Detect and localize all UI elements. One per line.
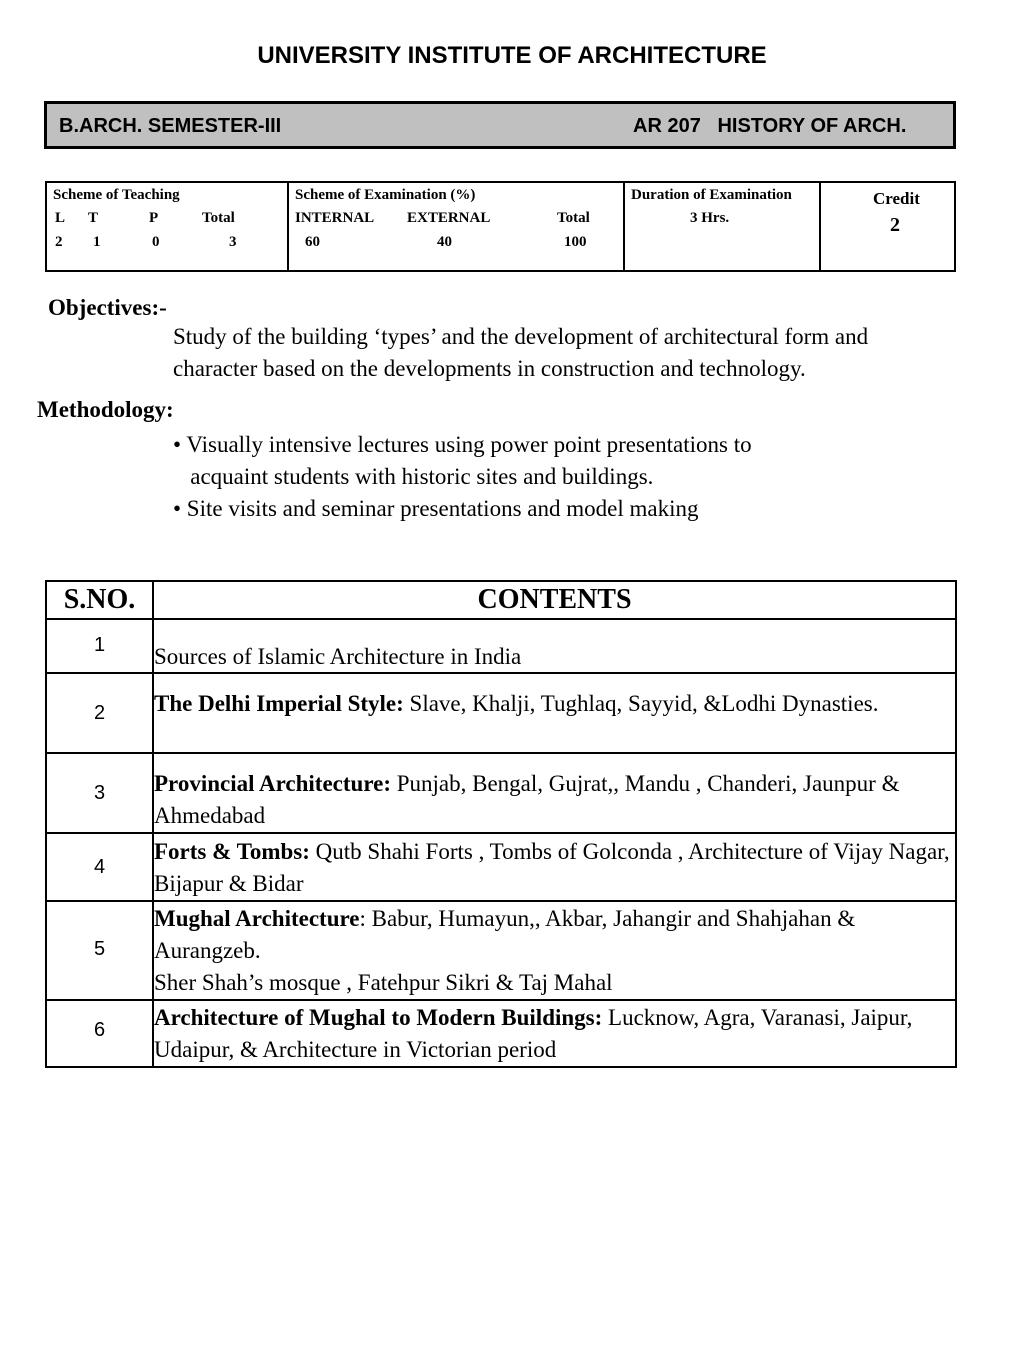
exam-heading: Scheme of Examination (%) bbox=[295, 187, 476, 203]
scheme-divider bbox=[623, 183, 625, 270]
exam-value-total: 100 bbox=[564, 234, 587, 250]
row-contents bbox=[153, 901, 956, 1000]
row-topic: Provincial Architecture: bbox=[154, 771, 391, 796]
objectives-line: Study of the building ‘types’ and the development of architectural form and bbox=[173, 324, 869, 349]
row-sno: 4 bbox=[46, 833, 153, 901]
methodology-line: • Site visits and seminar presentations and model making bbox=[173, 496, 699, 521]
table-row bbox=[46, 901, 956, 1000]
row-topic: Mughal Architecture bbox=[154, 906, 360, 931]
row-detail: : Babur, Humayun,, Akbar, Jahangir and Shahjahan & Aurangzeb. bbox=[154, 906, 856, 963]
table-row bbox=[46, 619, 956, 673]
row-contents bbox=[153, 673, 956, 753]
contents-table bbox=[45, 580, 957, 1068]
objectives-heading: Objectives:- bbox=[48, 295, 167, 320]
row-detail: Qutb Shahi Forts , Tombs of Golconda , Architecture of Vijay Nagar, Bijapur & Bidar bbox=[154, 839, 950, 896]
exam-label-internal: INTERNAL bbox=[295, 210, 375, 226]
row-detail-extra: Sher Shah’s mosque , Fatehpur Sikri & Taj Mahal bbox=[154, 970, 613, 995]
row-topic: The Delhi Imperial Style: bbox=[154, 691, 404, 716]
row-sno: 2 bbox=[46, 673, 153, 753]
teaching-value-l: 2 bbox=[55, 234, 63, 250]
methodology-line: • Visually intensive lectures using power point presentations to bbox=[173, 432, 752, 457]
contents-header: CONTENTS bbox=[153, 581, 956, 619]
exam-value-external: 40 bbox=[437, 234, 452, 250]
duration-value: 3 Hrs. bbox=[690, 210, 730, 226]
row-topic: Architecture of Mughal to Modern Buildings: bbox=[154, 1005, 603, 1030]
methodology-line: acquaint students with historic sites and buildings. bbox=[173, 464, 654, 489]
row-detail: Sources of Islamic Architecture in India bbox=[154, 644, 522, 669]
table-row bbox=[46, 1000, 956, 1067]
course-bar bbox=[44, 101, 956, 149]
row-contents bbox=[153, 619, 956, 673]
scheme-divider bbox=[819, 183, 821, 270]
row-sno: 6 bbox=[46, 1000, 153, 1067]
teaching-value-p: 0 bbox=[152, 234, 160, 250]
exam-label-external: EXTERNAL bbox=[407, 210, 491, 226]
row-detail: Lucknow, Agra, Varanasi, Jaipur, Udaipur, & Architecture in Victorian period bbox=[154, 1005, 913, 1062]
table-header-row bbox=[46, 581, 956, 619]
row-sno: 5 bbox=[46, 901, 153, 1000]
teaching-label-t: T bbox=[88, 210, 99, 226]
page-title: UNIVERSITY INSTITUTE OF ARCHITECTURE bbox=[257, 42, 767, 69]
teaching-label-l: L bbox=[55, 210, 66, 226]
credit-heading: Credit bbox=[873, 189, 920, 208]
row-detail: Punjab, Bengal, Gujrat,, Mandu , Chanderi, Jaunpur & Ahmedabad bbox=[154, 771, 900, 828]
table-row bbox=[46, 833, 956, 901]
table-row bbox=[46, 673, 956, 753]
teaching-label-p: P bbox=[149, 210, 159, 226]
teaching-value-total: 3 bbox=[229, 234, 237, 250]
semester-label: B.ARCH. SEMESTER-III bbox=[59, 115, 282, 137]
row-contents bbox=[153, 1000, 956, 1067]
row-contents bbox=[153, 753, 956, 833]
row-topic: Forts & Tombs: bbox=[154, 839, 310, 864]
teaching-label-total: Total bbox=[202, 210, 235, 226]
table-row bbox=[46, 753, 956, 833]
sno-header: S.NO. bbox=[46, 581, 153, 619]
row-sno: 1 bbox=[46, 619, 153, 673]
teaching-value-t: 1 bbox=[93, 234, 101, 250]
row-contents bbox=[153, 833, 956, 901]
methodology-heading: Methodology: bbox=[37, 397, 174, 422]
teaching-heading: Scheme of Teaching bbox=[53, 187, 180, 203]
course-code-label: AR 207 HISTORY OF ARCH. bbox=[633, 115, 907, 137]
exam-value-internal: 60 bbox=[305, 234, 320, 250]
objectives-line: character based on the developments in construction and technology. bbox=[173, 356, 806, 381]
credit-value: 2 bbox=[890, 214, 900, 236]
scheme-divider bbox=[287, 183, 289, 270]
scheme-table bbox=[45, 181, 956, 272]
exam-label-total: Total bbox=[557, 210, 590, 226]
row-detail: Slave, Khalji, Tughlaq, Sayyid, &Lodhi Dynasties. bbox=[403, 691, 879, 716]
duration-heading: Duration of Examination bbox=[631, 187, 792, 203]
row-sno: 3 bbox=[46, 753, 153, 833]
